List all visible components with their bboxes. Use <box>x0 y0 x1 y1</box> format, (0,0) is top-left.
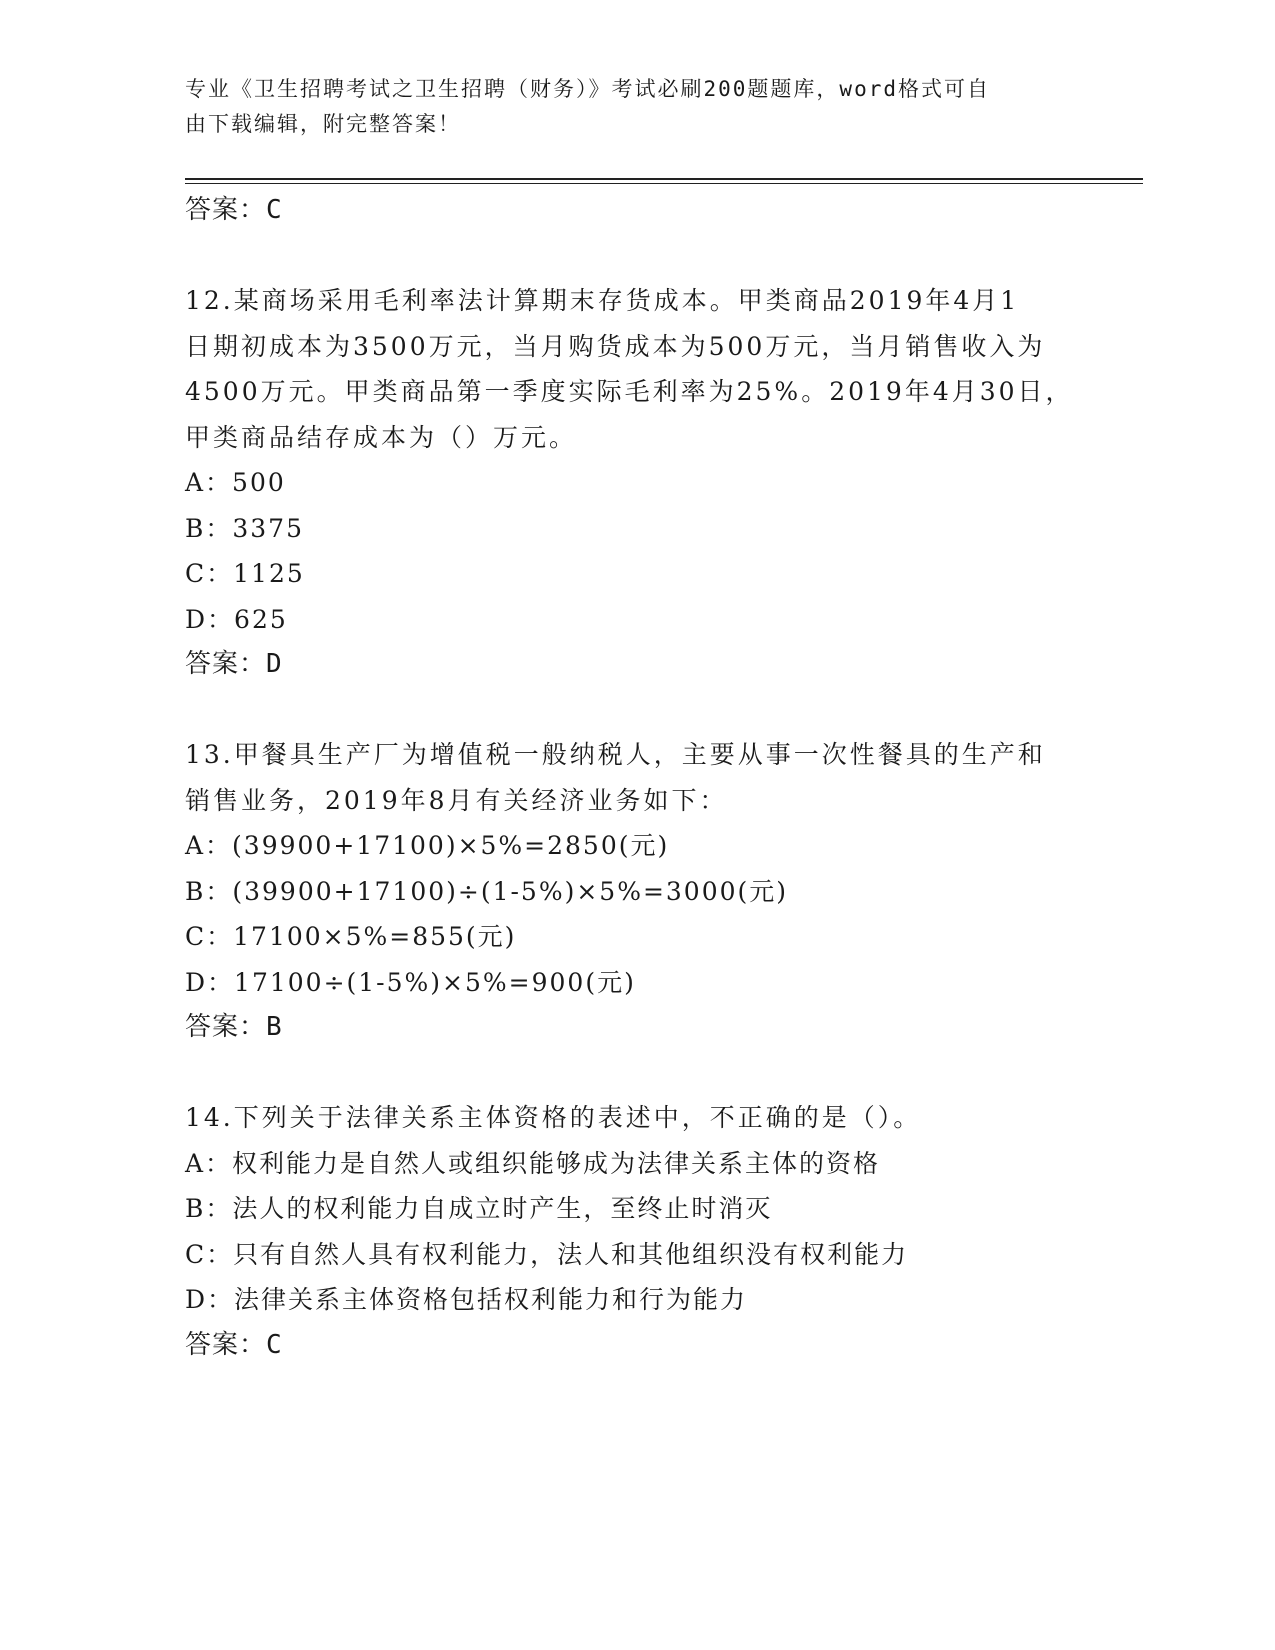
header-line-1: 专业《卫生招聘考试之卫生招聘（财务）》考试必刷200题题库，word格式可自 <box>185 77 990 101</box>
answer: 答案：C <box>185 1329 283 1360</box>
option-d: D：法律关系主体资格包括权利能力和行为能力 <box>185 1285 748 1314</box>
question-14 <box>185 1095 1085 1367</box>
option-a: A：(39900+17100)×5%=2850(元) <box>185 831 670 860</box>
header-divider-thin <box>185 183 1143 184</box>
option-c: C：只有自然人具有权利能力，法人和其他组织没有权利能力 <box>185 1239 909 1269</box>
question-text-line: 12.某商场采用毛利率法计算期末存货成本。甲类商品2019年4月1 <box>185 286 1020 315</box>
option-b: B：(39900+17100)÷(1-5%)×5%=3000(元) <box>185 876 789 906</box>
option-d: D：625 <box>185 604 288 634</box>
question-13 <box>185 732 1085 1049</box>
header-divider-thick <box>185 178 1143 180</box>
question-text-line: 4500万元。甲类商品第一季度实际毛利率为25%。2019年4月30日， <box>185 377 1074 406</box>
document-body <box>185 188 1085 1367</box>
question-text-line: 甲类商品结存成本为（）万元。 <box>185 422 578 452</box>
option-c: C：17100×5%=855(元) <box>185 922 517 951</box>
answer: 答案：B <box>185 1012 283 1042</box>
question-text-line: 14.下列关于法律关系主体资格的表述中，不正确的是（）。 <box>185 1103 922 1132</box>
question-12 <box>185 278 1085 686</box>
option-a: A：500 <box>185 468 286 497</box>
header-line-2: 由下载编辑，附完整答案！ <box>185 112 461 136</box>
question-text-line: 日期初成本为3500万元，当月购货成本为500万元，当月销售收入为 <box>185 331 1046 361</box>
answer: 答案：D <box>185 649 283 679</box>
option-a: A：权利能力是自然人或组织能够成为法律关系主体的资格 <box>185 1148 881 1178</box>
question-text-line: 13.甲餐具生产厂为增值税一般纳税人，主要从事一次性餐具的生产和 <box>185 740 1046 769</box>
document-header <box>185 72 1065 142</box>
option-b: B：3375 <box>185 513 304 543</box>
option-b: B：法人的权利能力自成立时产生，至终止时消灭 <box>185 1194 773 1223</box>
option-c: C：1125 <box>185 559 305 588</box>
previous-answer: 答案：C <box>185 195 283 225</box>
question-text-line: 销售业务，2019年8月有关经济业务如下： <box>185 785 728 815</box>
option-d: D：17100÷(1-5%)×5%=900(元) <box>185 967 636 997</box>
